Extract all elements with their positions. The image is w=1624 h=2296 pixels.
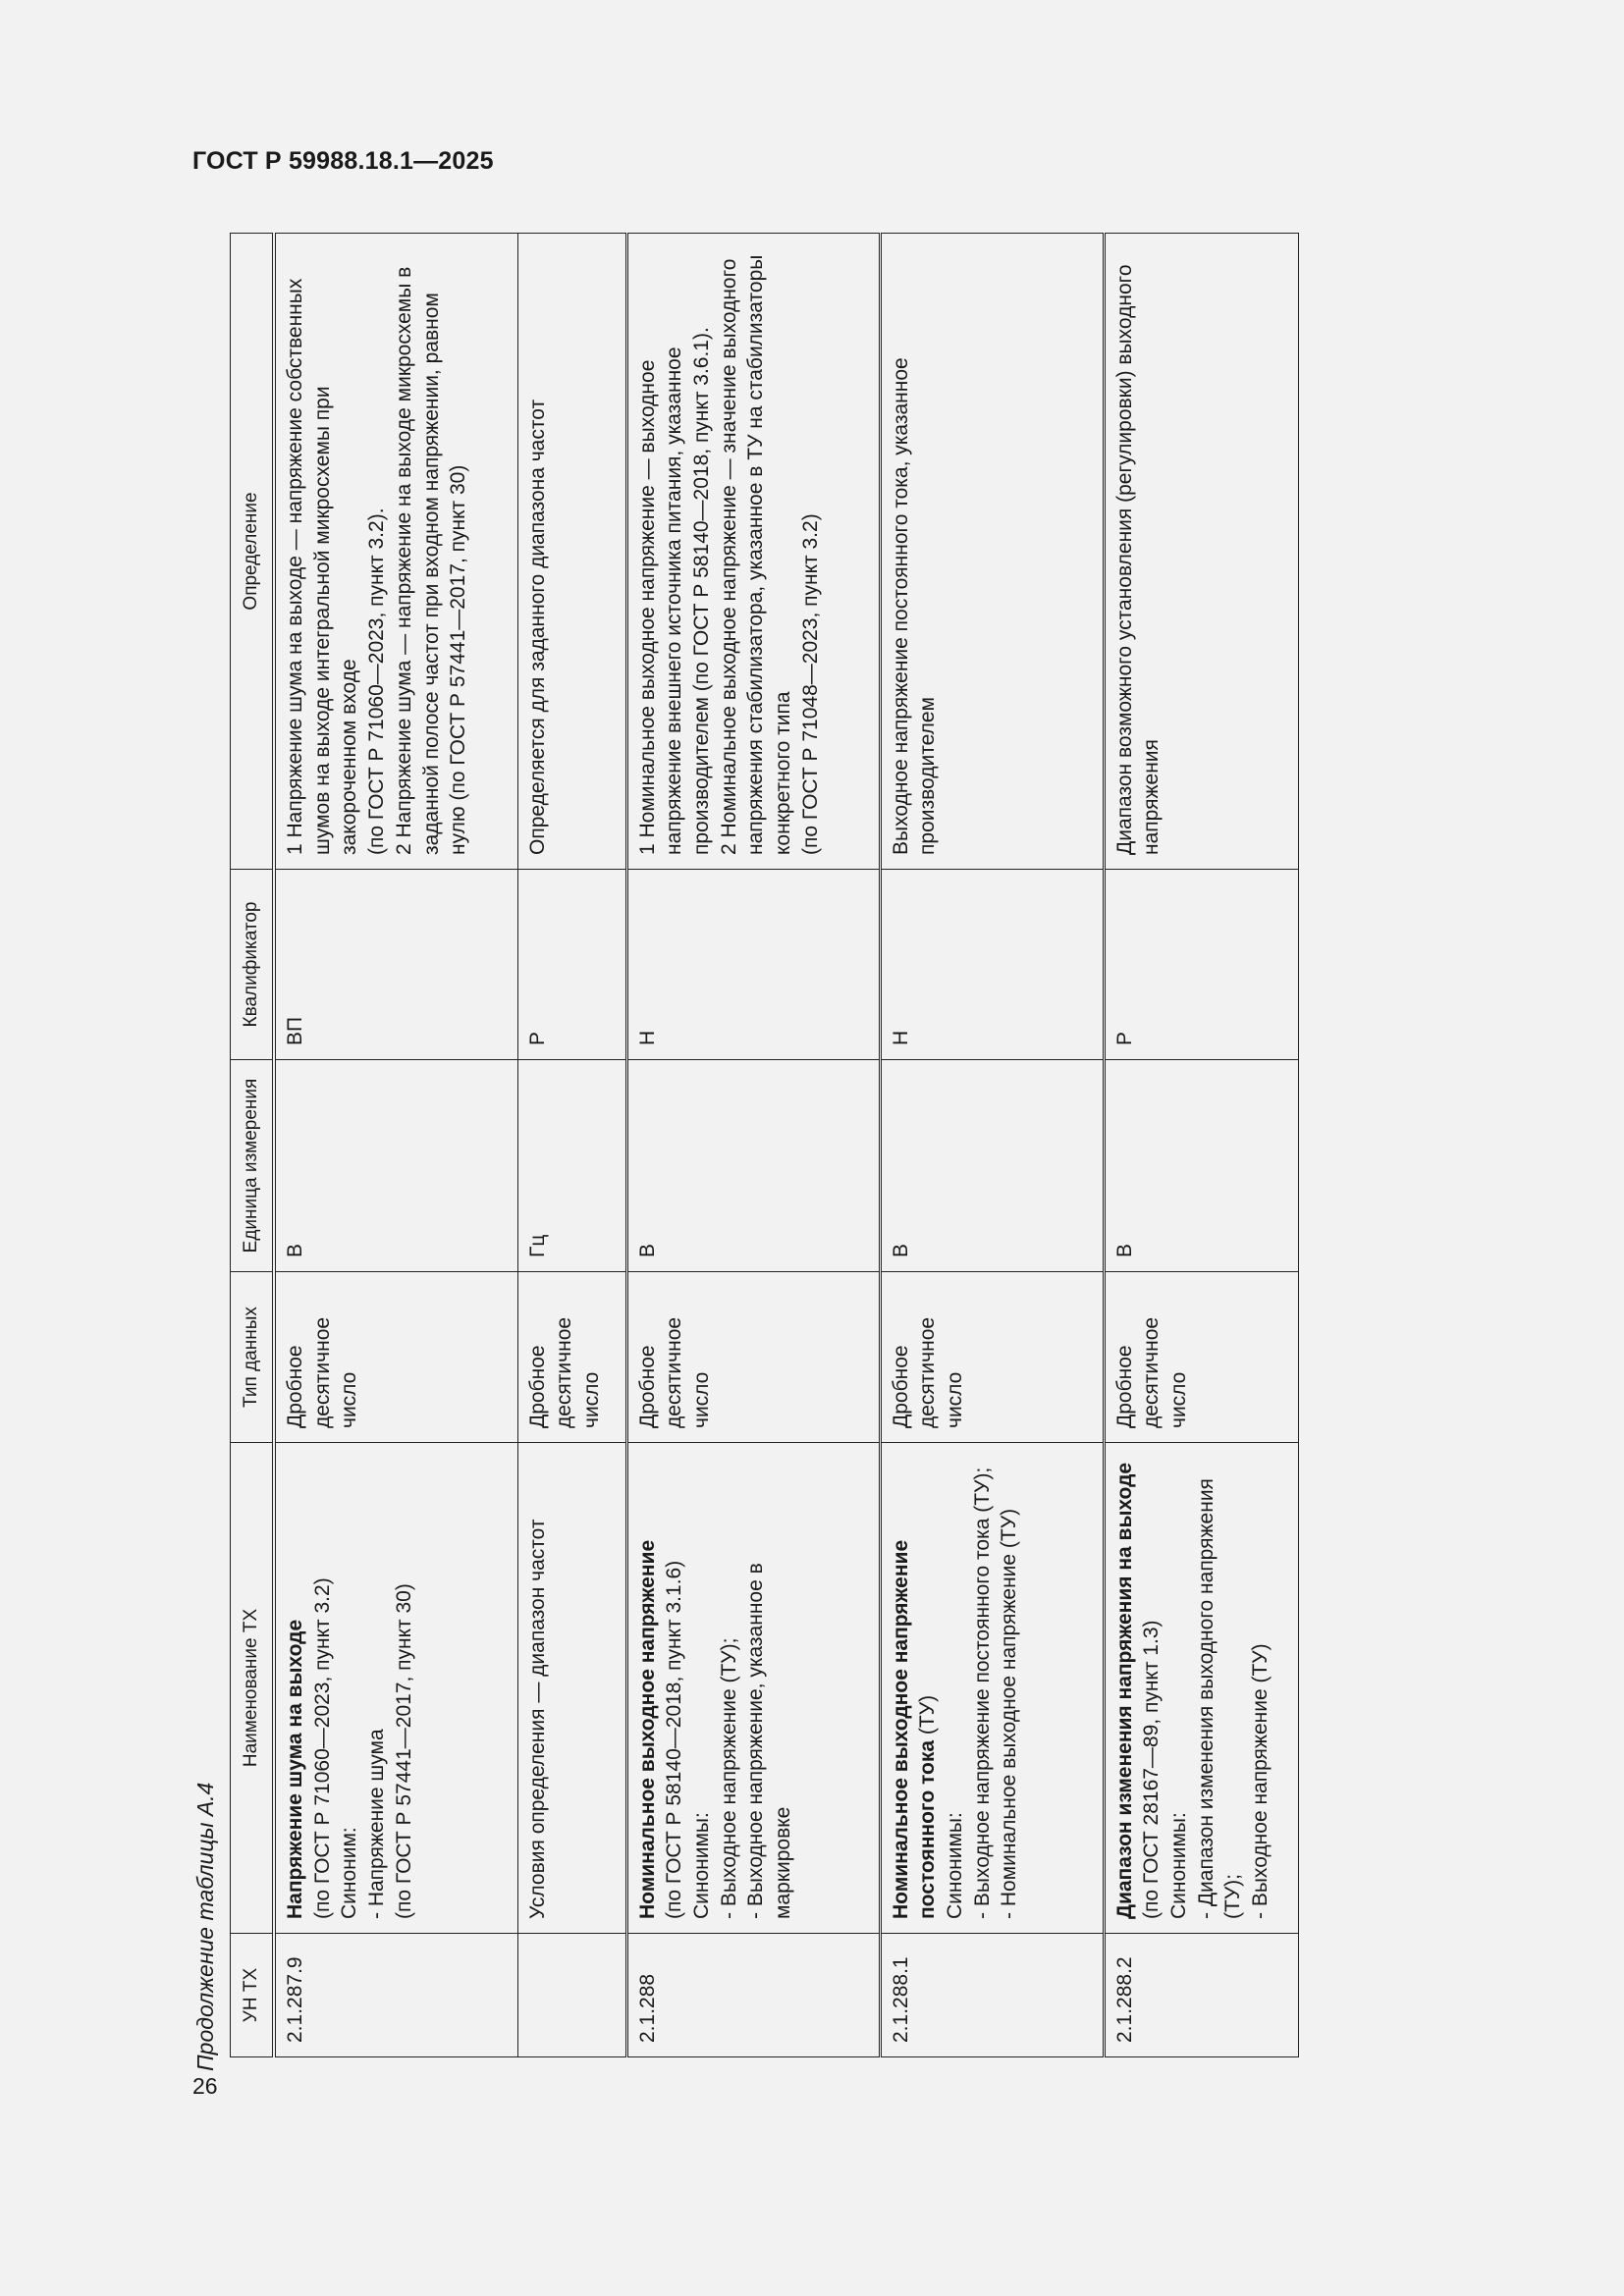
name-line: (по ГОСТ Р 58140—2018, пункт 3.1.6): [663, 1560, 686, 1919]
definition-line: (по ГОСТ Р 71048—2023, пункт 3.2): [798, 513, 822, 855]
cell-definition: [626, 234, 880, 870]
table-row: [1104, 234, 1298, 2057]
name-bold: Напряжение шума на выходе: [284, 1619, 306, 1919]
cell-definition: [1104, 234, 1298, 870]
name-line: Условия определения — диапазон частот: [525, 1519, 549, 1919]
name-bold: Номинальное выходное напряжение постоянного тока: [889, 1539, 940, 1919]
cell-name: [1104, 1443, 1298, 1934]
definition-line: Выходное напряжение постоянного тока, указанное производителем: [889, 357, 940, 855]
characteristics-table: [230, 233, 1299, 2057]
cell-qualifier: ВП: [274, 870, 517, 1060]
name-suffix: (ТУ): [916, 1694, 940, 1740]
cell-id: [517, 1934, 626, 2057]
cell-id: 2.1.288: [626, 1934, 880, 2057]
cell-qualifier: Н: [626, 870, 880, 1060]
header-data-type: Тип данных: [231, 1272, 275, 1443]
cell-definition: [274, 234, 517, 870]
rotated-table-region: [192, 226, 1322, 2071]
cell-id: 2.1.288.2: [1104, 1934, 1298, 2057]
table-caption: Продолжение таблицы А.4: [192, 1782, 218, 2071]
cell-definition: [880, 234, 1104, 870]
table-row: [274, 234, 517, 2057]
name-line: - Выходное напряжение (ТУ);: [717, 1637, 740, 1919]
cell-data-type: Дробное десятичное число: [880, 1272, 1104, 1443]
table-row: [880, 234, 1104, 2057]
name-line: - Выходное напряжение (ТУ): [1249, 1643, 1272, 1919]
cell-data-type: Дробное десятичное число: [517, 1272, 626, 1443]
definition-line: (по ГОСТ Р 71060—2023, пункт 3.2).: [365, 507, 389, 855]
cell-name: [880, 1443, 1104, 1934]
header-qualifier: Квалификатор: [231, 870, 275, 1060]
name-line: Синонимы:: [943, 1812, 966, 1919]
name-line: - Напряжение шума: [365, 1729, 389, 1919]
cell-name: [274, 1443, 517, 1934]
cell-unit: Гц: [517, 1060, 626, 1272]
cell-definition: [517, 234, 626, 870]
name-line: - Выходное напряжение, указанное в маркировке: [744, 1563, 795, 1919]
name-line: (по ГОСТ Р 71060—2023, пункт 3.2): [310, 1577, 334, 1919]
definition-line: 2 Номинальное выходное напряжение — значение выходного напряжения стабилизатора, указанное в ТУ на стабилизаторы конкретного типа: [717, 254, 795, 855]
header-definition: Определение: [231, 234, 275, 870]
name-bold: Диапазон изменения напряжения на выходе: [1112, 1462, 1136, 1919]
table-row: [626, 234, 880, 2057]
header-unit: Единица измерения: [231, 1060, 275, 1272]
cell-name: [517, 1443, 626, 1934]
definition-line: Диапазон возможного установления (регулировки) выходного напряжения: [1112, 264, 1164, 855]
name-line: - Номинальное выходное напряжение (ТУ): [998, 1508, 1021, 1919]
name-line: - Выходное напряжение постоянного тока (ТУ);: [970, 1467, 994, 1919]
cell-qualifier: Р: [517, 870, 626, 1060]
header-name: Наименование ТХ: [231, 1443, 275, 1934]
table-row: [517, 234, 626, 2057]
cell-id: 2.1.288.1: [880, 1934, 1104, 2057]
cell-id: 2.1.287.9: [274, 1934, 517, 2057]
definition-line: 2 Напряжение шума — напряжение на выходе микросхемы в заданной полосе частот при входном напряжении, равном нулю (по ГОСТ Р 57441—2017, пункт 30): [392, 266, 470, 855]
definition-line: 1 Номинальное выходное напряжение — выходное напряжение внешнего источника питания, указанное производителем (по ГОСТ Р 58140—2018, пункт 3.6.1).: [635, 327, 713, 855]
name-line: - Диапазон изменения выходного напряжения (ТУ);: [1194, 1478, 1245, 1919]
cell-data-type: Дробное десятичное число: [626, 1272, 880, 1443]
page-number: 26: [192, 2073, 218, 2099]
definition-line: Определяется для заданного диапазона частот: [525, 399, 549, 855]
cell-name: [626, 1443, 880, 1934]
document-code-header: ГОСТ Р 59988.18.1—2025: [192, 147, 494, 175]
definition-line: 1 Напряжение шума на выходе — напряжение собственных шумов на выходе интегральной микросхемы при закороченном входе: [284, 278, 361, 855]
name-line: (по ГОСТ Р 57441—2017, пункт 30): [392, 1583, 415, 1919]
header-un-tx: УН ТХ: [231, 1934, 275, 2057]
cell-data-type: Дробное десятичное число: [1104, 1272, 1298, 1443]
name-line: Синонимы:: [689, 1812, 713, 1919]
table-header-row: [231, 234, 275, 2057]
name-line: Синонимы:: [1166, 1812, 1190, 1919]
name-line: Синоним:: [338, 1827, 361, 1919]
name-suffix: (по ГОСТ 28167—89, пункт 1.3): [1140, 1620, 1164, 1919]
cell-unit: В: [626, 1060, 880, 1272]
cell-unit: В: [274, 1060, 517, 1272]
cell-unit: В: [1104, 1060, 1298, 1272]
cell-data-type: Дробное десятичное число: [274, 1272, 517, 1443]
cell-qualifier: Р: [1104, 870, 1298, 1060]
cell-qualifier: Н: [880, 870, 1104, 1060]
cell-unit: В: [880, 1060, 1104, 1272]
name-bold: Номинальное выходное напряжение: [635, 1539, 659, 1919]
